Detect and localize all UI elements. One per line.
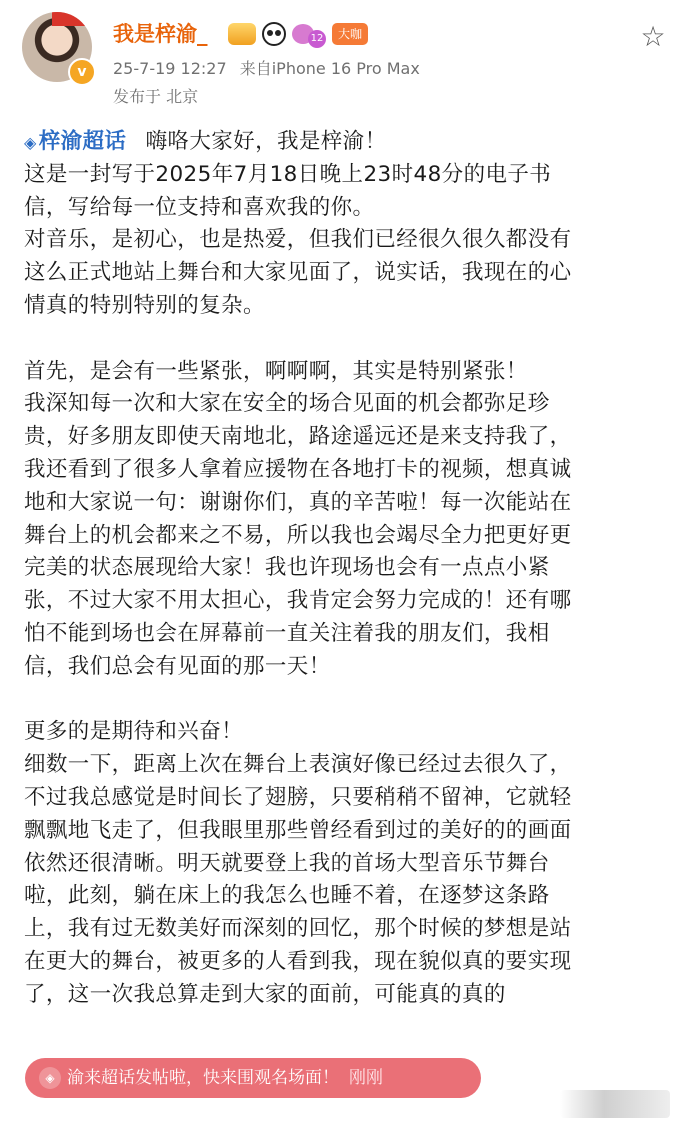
post-line: 张，不过大家不用太担心，我肯定会努力完成的！还有哪 bbox=[24, 588, 572, 614]
post-line: 我深知每一次和大家在安全的场合见面的机会都弥足珍 bbox=[24, 391, 550, 417]
toast-time: 刚刚 bbox=[349, 1068, 383, 1088]
post-line: 更多的是期待和兴奋！ bbox=[24, 719, 244, 745]
post-header bbox=[0, 0, 690, 118]
diamond-icon: ◈ bbox=[24, 133, 37, 152]
post-line: 啦，此刻，躺在床上的我怎么也睡不着，在逐梦这条路 bbox=[24, 883, 550, 909]
post-line: 舞台上的机会都来之不易，所以我也会竭尽全力把更好更 bbox=[24, 522, 572, 548]
post-timestamp: 25-7-19 12:27 bbox=[113, 59, 227, 78]
post-line: 情真的特别特别的复杂。 bbox=[24, 292, 265, 318]
post-line: 这是一封写于2025年7月18日晚上23时48分的电子书 bbox=[24, 161, 552, 187]
post-line: 细数一下，距离上次在舞台上表演好像已经过去很久了， bbox=[24, 752, 572, 778]
paragraph-gap bbox=[24, 684, 674, 717]
paragraph-gap bbox=[24, 323, 674, 356]
diamond-icon: ◈ bbox=[39, 1067, 61, 1089]
topic-label: 梓渝超话 bbox=[38, 129, 127, 154]
daka-badge[interactable]: 大咖 bbox=[332, 23, 368, 45]
topic-link[interactable] bbox=[24, 129, 126, 154]
post-line: 怕不能到场也会在屏幕前一直关注着我的朋友们，我相 bbox=[24, 620, 550, 646]
crown-badge-icon[interactable] bbox=[228, 23, 256, 45]
post-line: 飘飘地飞走了，但我眼里那些曾经看到过的美好的的画面 bbox=[24, 817, 572, 843]
post-line: 信，我们总会有见面的那一天！ bbox=[24, 653, 331, 679]
post-line: 首先，是会有一些紧张，啊啊啊，其实是特别紧张！ bbox=[24, 358, 528, 384]
post-meta bbox=[113, 56, 420, 79]
watermark-overlay bbox=[560, 1090, 670, 1118]
post-line-text: 嗨咯大家好，我是梓渝！ bbox=[145, 129, 387, 154]
level-badge: 12 bbox=[308, 30, 326, 48]
toast-text: 渝来超话发帖啦，快来围观名场面！ bbox=[67, 1068, 339, 1088]
user-badges bbox=[228, 20, 368, 48]
username[interactable]: 我是梓渝_ bbox=[113, 22, 208, 46]
post-line: 这么正式地站上舞台和大家见面了，说实话，我现在的心 bbox=[24, 260, 572, 286]
post-line: 完美的状态展现给大家！我也许现场也会有一点点小紧 bbox=[24, 555, 550, 581]
post-line: 依然还很清晰。明天就要登上我的首场大型音乐节舞台 bbox=[24, 850, 550, 876]
post-line: 在更大的舞台，被更多的人看到我，现在貌似真的要实现 bbox=[24, 948, 572, 974]
post-line: 地和大家说一句：谢谢你们，真的辛苦啦！每一次能站在 bbox=[24, 489, 572, 515]
post-line: 对音乐，是初心，也是热爱，但我们已经很久很久都没有 bbox=[24, 227, 572, 253]
post-source: 来自iPhone 16 Pro Max bbox=[239, 59, 420, 78]
post-line bbox=[24, 126, 674, 159]
post-line: 不过我总感觉是时间长了翅膀，只要稍稍不留神，它就轻 bbox=[24, 784, 572, 810]
panda-badge-icon[interactable] bbox=[262, 22, 286, 46]
post-line: 贵，好多朋友即使天南地北，路途遥远还是来支持我了， bbox=[24, 424, 572, 450]
avatar-flag-decoration bbox=[52, 12, 92, 26]
post-line: 了，这一次我总算走到大家的面前，可能真的真的 bbox=[24, 981, 506, 1007]
post-body bbox=[24, 126, 674, 1012]
supertopic-toast[interactable] bbox=[25, 1058, 481, 1098]
post-line: 上，我有过无数美好而深刻的回忆，那个时候的梦想是站 bbox=[24, 916, 572, 942]
verified-icon: v bbox=[68, 58, 96, 86]
post-line: 我还看到了很多人拿着应援物在各地打卡的视频，想真诚 bbox=[24, 456, 572, 482]
post-location: 发布于 北京 bbox=[113, 87, 199, 106]
post-line: 信，写给每一位支持和喜欢我的你。 bbox=[24, 194, 375, 220]
favorite-star-icon[interactable]: ☆ bbox=[640, 20, 666, 53]
